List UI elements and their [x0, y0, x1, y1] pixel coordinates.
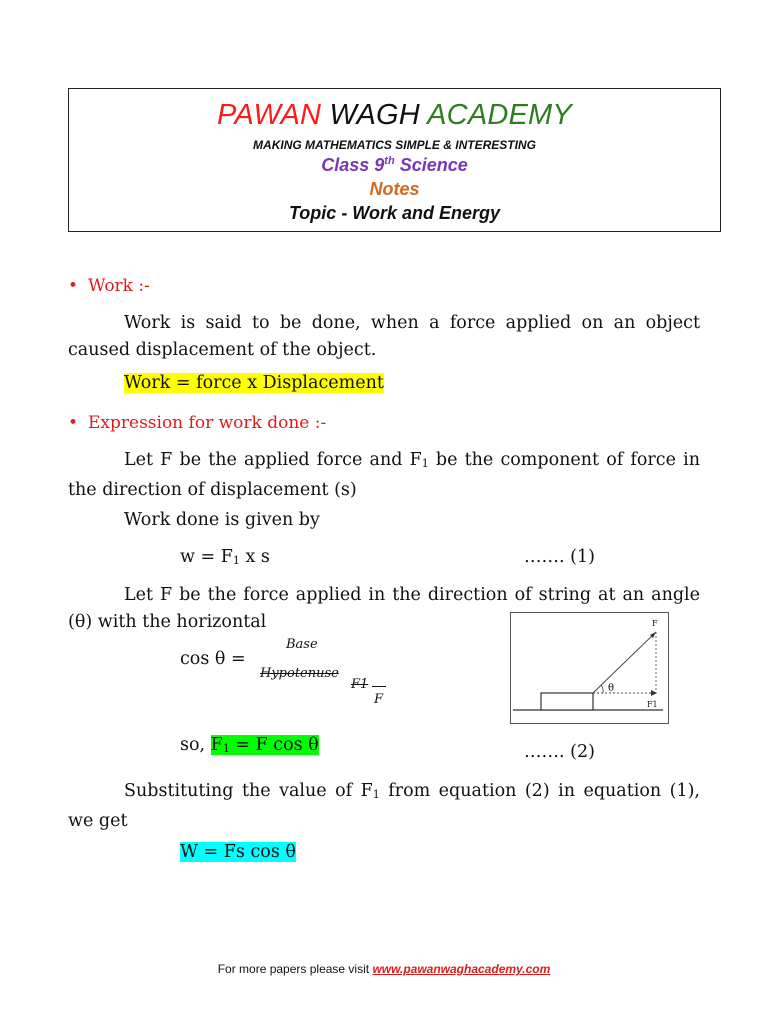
notes-label: Notes	[369, 179, 420, 199]
eq1-b: x s	[239, 547, 270, 567]
bullet-icon: •	[68, 276, 79, 296]
final-a: W = Fs	[180, 842, 245, 862]
work-formula	[124, 373, 384, 393]
intro-text-b: be the component of force in the direction of displacement (s)	[68, 450, 700, 500]
so-line	[180, 735, 319, 755]
cos-denominator: Hypotenuse	[260, 666, 339, 681]
class-suffix: Science	[394, 155, 468, 175]
so-a: F	[210, 735, 223, 755]
intro-sub: 1	[421, 457, 429, 470]
brand-wagh: WAGH	[329, 99, 420, 131]
f1-highlight	[211, 735, 319, 755]
cos-f: F	[374, 692, 384, 707]
angle-arc	[601, 685, 603, 693]
force-diagram	[510, 612, 669, 724]
work-definition: Work is said to be done, when a force applied on an object caused displacement of the object.	[68, 313, 700, 360]
class-line	[69, 155, 720, 176]
class-prefix: Class 9	[321, 155, 385, 175]
subst-sub: 1	[372, 788, 380, 801]
intro-text-a: Let F be the applied force and F	[124, 450, 422, 470]
work-heading-text: Work :-	[88, 276, 150, 296]
work-done-given: Work done is given by	[124, 510, 320, 530]
force-diagram-svg	[511, 613, 668, 723]
fraction-bar	[372, 686, 386, 687]
final-highlight	[180, 842, 296, 862]
topic-title: Topic - Work and Energy	[288, 203, 501, 223]
expression-heading-text: Expression for work done :-	[88, 413, 327, 433]
footer-link[interactable]: www.pawanwaghacademy.com	[372, 962, 551, 976]
work-heading	[68, 276, 150, 296]
eq1-sub: 1	[232, 554, 240, 567]
so-b: = F cos θ	[229, 735, 319, 755]
subst-b: from equation (2) in equation (1), we get	[68, 781, 700, 831]
class-sup: th	[384, 155, 395, 167]
expression-intro	[68, 447, 700, 504]
equation-2-number: ……. (2)	[524, 742, 595, 762]
so-prefix: so,	[180, 735, 211, 755]
angle-text: Let F be the force applied in the direction of string at an angle (θ) with the horizontal	[68, 585, 700, 632]
cos-numerator: Base	[286, 637, 318, 652]
cos-label: cos θ =	[180, 649, 246, 669]
brand-academy: ACADEMY	[427, 99, 572, 131]
cos-f1: F1	[351, 677, 369, 692]
substitution-text	[68, 778, 700, 835]
so-sub: 1	[222, 742, 230, 755]
string-line	[593, 632, 656, 693]
equation-1	[180, 547, 270, 567]
bullet-icon: •	[68, 413, 79, 433]
label-f1: F1	[647, 700, 658, 709]
block	[541, 693, 593, 710]
footer-text: For more papers please visit	[217, 962, 373, 976]
header-box	[68, 88, 721, 232]
eq1-a: w = F	[180, 547, 233, 567]
brand-title	[69, 99, 720, 132]
tagline: MAKING MATHEMATICS SIMPLE & INTERESTING	[253, 138, 536, 152]
footer	[0, 962, 768, 976]
expression-heading	[68, 413, 326, 433]
brand-pawan: PAWAN	[217, 99, 322, 131]
label-theta: θ	[608, 683, 615, 694]
work-formula-text: Work = force x Displacement	[124, 373, 384, 393]
label-f: F	[652, 619, 658, 628]
final-b: cos θ	[250, 842, 296, 862]
subst-a: Substituting the value of F	[124, 781, 373, 801]
final-equation	[180, 842, 296, 862]
equation-1-number: ……. (1)	[524, 547, 595, 567]
